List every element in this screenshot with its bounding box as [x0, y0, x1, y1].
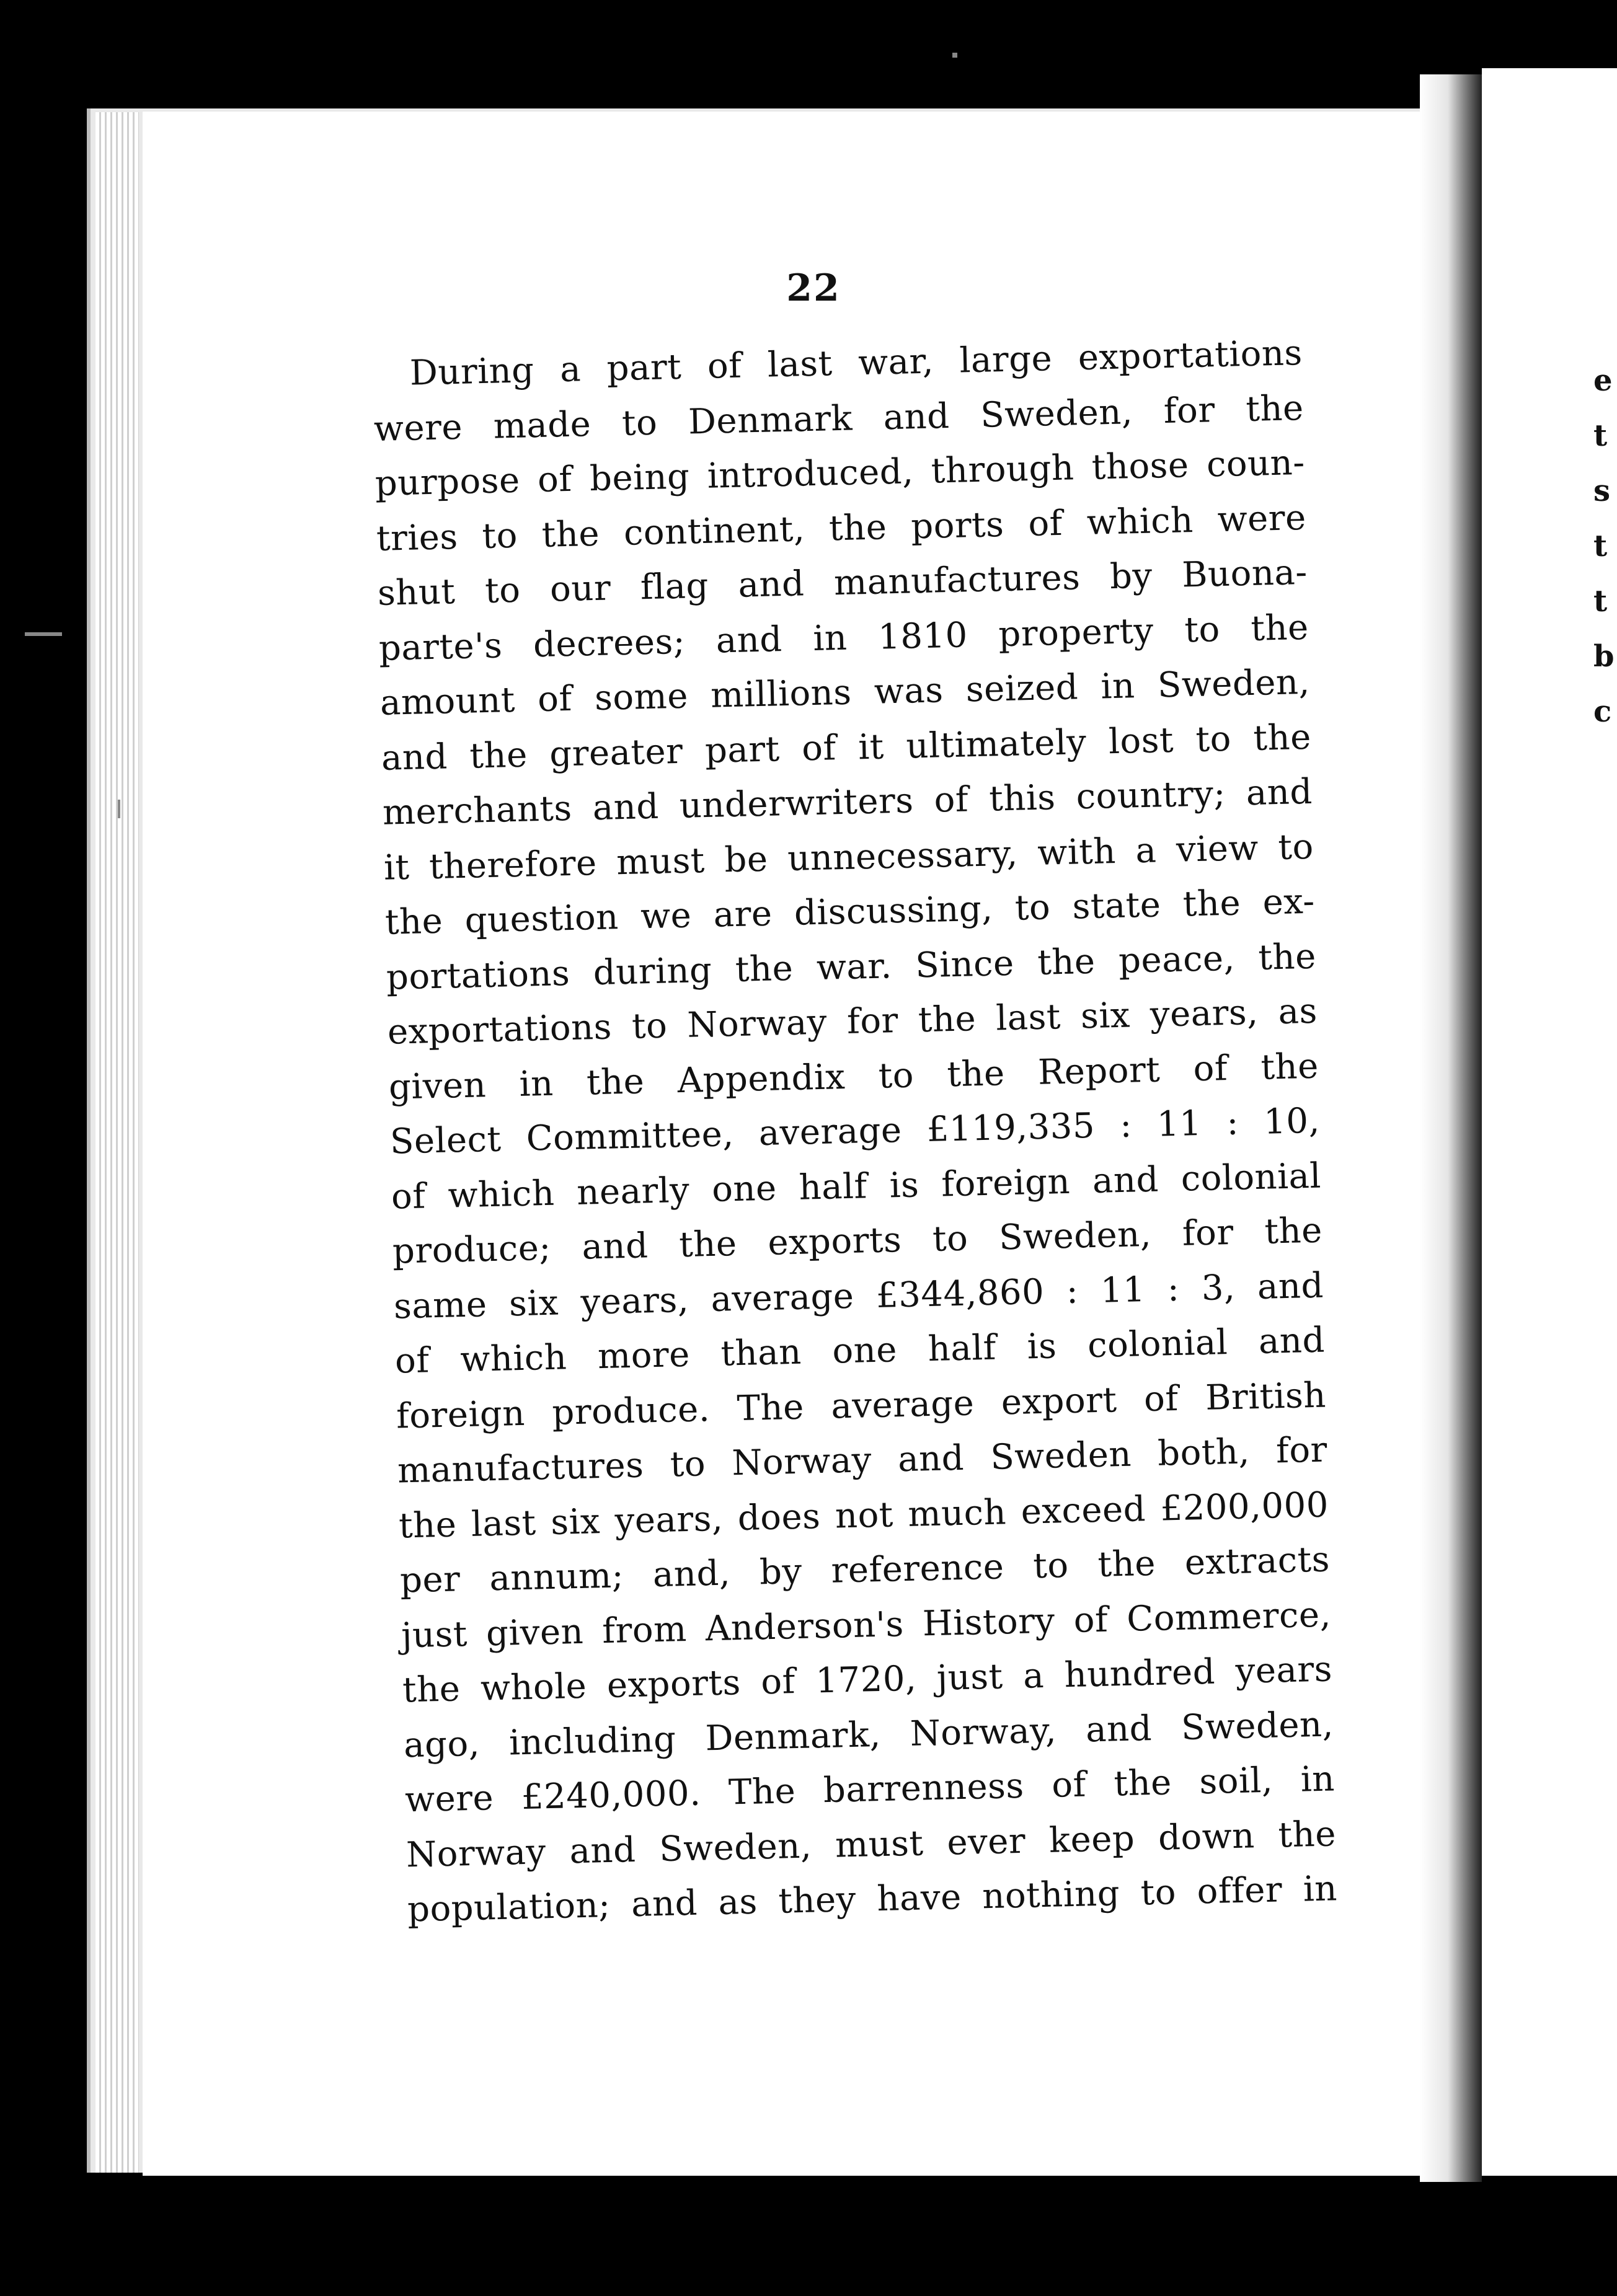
text-line: per annum; and, by reference to the extracts [399, 1539, 1331, 1601]
text-line: the whole exports of 1720, just a hundred years [402, 1649, 1333, 1711]
page-number-text: 22 [786, 267, 841, 310]
text-line: were £240,000. The barrenness of the soil, in [404, 1759, 1336, 1821]
text-line: given in the Appendix to the Report of the [388, 1046, 1319, 1108]
text-line: portations during the war. Since the peace, the [386, 936, 1317, 998]
text-line: foreign produce. The average export of British [396, 1375, 1327, 1437]
scan-speck [952, 53, 957, 58]
text-line: of which nearly one half is foreign and colonial [391, 1155, 1322, 1217]
text-line: it therefore must be unnecessary, with a view to [383, 826, 1314, 888]
facing-fragment: t [1593, 418, 1608, 453]
body-text [372, 326, 1338, 1938]
facing-fragment: t [1593, 529, 1608, 563]
text-line: population; and as they have nothing to offer in [407, 1868, 1338, 1930]
text-line: ago, including Denmark, Norway, and Sweden, [403, 1703, 1334, 1765]
text-line: shut to our flag and manufactures by Buona- [377, 552, 1308, 614]
facing-fragment: s [1593, 474, 1611, 508]
text-line: of which more than one half is colonial and [394, 1320, 1326, 1382]
text-line: manufactures to Norway and Sweden both, for [397, 1429, 1328, 1491]
facing-page-text-fragments [1593, 353, 1617, 740]
text-line: parte's decrees; and in 1810 property to the [378, 607, 1309, 669]
text-line: tries to the continent, the ports of which were [376, 497, 1307, 559]
text-line: During a part of last war, large exportations [409, 332, 1303, 394]
book-gutter [1420, 74, 1482, 2182]
text-line: same six years, average £344,860 : 11 : 3, and [393, 1265, 1324, 1327]
text-line: Norway and Sweden, must ever keep down the [405, 1813, 1337, 1875]
text-line: were made to Denmark and Sweden, for the [373, 387, 1305, 449]
text-line: produce; and the exports to Sweden, for the [392, 1210, 1323, 1272]
text-line: exportations to Norway for the last six years, as [387, 991, 1318, 1053]
text-line: amount of some millions was seized in Sweden, [379, 661, 1311, 723]
page-number [0, 267, 1617, 310]
text-line: Select Committee, average £119,335 : 11 : 10, [389, 1100, 1321, 1162]
facing-fragment: c [1593, 694, 1612, 729]
text-line: the question we are discussing, to state the ex- [384, 881, 1316, 943]
facing-fragment: e [1593, 363, 1613, 398]
text-line: and the greater part of it ultimately lost to the [381, 717, 1312, 779]
facing-fragment: b [1593, 639, 1615, 674]
scan-speck [25, 632, 62, 636]
text-line: the last six years, does not much exceed £200,000 [398, 1484, 1329, 1547]
text-line: purpose of being introduced, through those coun- [374, 442, 1306, 504]
text-line: merchants and underwriters of this country; and [382, 771, 1313, 833]
facing-fragment: t [1593, 584, 1608, 619]
scan-speck [118, 800, 120, 818]
text-line: just given from Anderson's History of Commerce, [401, 1594, 1332, 1656]
